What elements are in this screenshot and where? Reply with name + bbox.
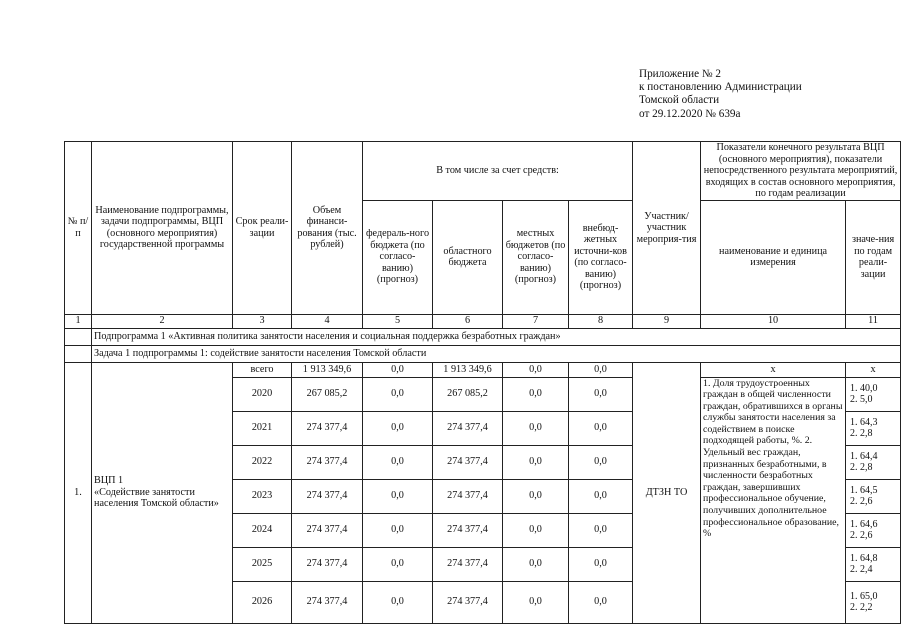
value-2: 2. 2,2 bbox=[850, 602, 873, 613]
col-number: 6 bbox=[433, 314, 503, 328]
value-2: 2. 2,4 bbox=[850, 564, 873, 575]
row-loc: 0,0 bbox=[503, 411, 569, 445]
value-x: х bbox=[846, 362, 901, 377]
row-reg: 267 085,2 bbox=[433, 377, 503, 411]
row-extra: 0,0 bbox=[569, 513, 633, 547]
col-number: 9 bbox=[633, 314, 701, 328]
row-reg: 274 377,4 bbox=[433, 547, 503, 581]
row-volume: 274 377,4 bbox=[292, 411, 363, 445]
row-year: 2021 bbox=[233, 411, 292, 445]
row-loc: 0,0 bbox=[503, 547, 569, 581]
value-1: 1. 40,0 bbox=[850, 382, 878, 394]
col-number: 1 bbox=[65, 314, 92, 328]
row-year: 2026 bbox=[233, 581, 292, 623]
row-extra: 0,0 bbox=[569, 411, 633, 445]
header-incl: В том числе за счет средств: bbox=[363, 142, 633, 201]
row-year: 2022 bbox=[233, 445, 292, 479]
item-number: 1. bbox=[65, 362, 92, 623]
row-fed: 0,0 bbox=[363, 362, 433, 377]
row-fed: 0,0 bbox=[363, 445, 433, 479]
item-name-line1: ВЦП 1 bbox=[94, 475, 124, 487]
col-number: 4 bbox=[292, 314, 363, 328]
value-1: 1. 64,8 bbox=[850, 552, 878, 564]
header-fed: федераль-ного бюджета (по согласо-ванию) (прогноз) bbox=[363, 200, 433, 314]
row-year: 2020 bbox=[233, 377, 292, 411]
indicator-values bbox=[846, 377, 901, 411]
appendix-line-3: Томской области bbox=[639, 94, 720, 107]
row-fed: 0,0 bbox=[363, 411, 433, 445]
value-1: 1. 64,3 bbox=[850, 416, 878, 428]
row-extra: 0,0 bbox=[569, 377, 633, 411]
item-name-line2: «Содействие занятости населения Томской области» bbox=[94, 486, 219, 510]
header-ind-name: наименование и единица измерения bbox=[701, 200, 846, 314]
row-year: 2025 bbox=[233, 547, 292, 581]
indicator-values bbox=[846, 547, 901, 581]
col-number: 5 bbox=[363, 314, 433, 328]
row-loc: 0,0 bbox=[503, 581, 569, 623]
subprogram-title: Подпрограмма 1 «Активная политика занятости населения и социальная поддержка безработных граждан» bbox=[92, 328, 901, 345]
row-volume: 274 377,4 bbox=[292, 445, 363, 479]
value-1: 1. 64,4 bbox=[850, 450, 878, 462]
row-loc: 0,0 bbox=[503, 513, 569, 547]
value-2: 2. 2,8 bbox=[850, 428, 873, 439]
indicator-values bbox=[846, 479, 901, 513]
column-numbers-row bbox=[65, 314, 901, 328]
row-loc: 0,0 bbox=[503, 479, 569, 513]
value-1: 1. 64,5 bbox=[850, 484, 878, 496]
header-num: № п/п bbox=[65, 142, 92, 315]
header-reg: областного бюджета bbox=[433, 200, 503, 314]
indicator-values bbox=[846, 445, 901, 479]
indicator-values bbox=[846, 513, 901, 547]
row-loc: 0,0 bbox=[503, 377, 569, 411]
header-ind-value: значе-ния по годам реали-зации bbox=[846, 200, 901, 314]
col-number: 7 bbox=[503, 314, 569, 328]
indicator-values bbox=[846, 581, 901, 623]
indicator-x: х bbox=[701, 362, 846, 377]
col-number: 11 bbox=[846, 314, 901, 328]
row-volume: 274 377,4 bbox=[292, 581, 363, 623]
row-extra: 0,0 bbox=[569, 547, 633, 581]
row-extra: 0,0 bbox=[569, 581, 633, 623]
row-extra: 0,0 bbox=[569, 479, 633, 513]
value-2: 2. 5,0 bbox=[850, 394, 873, 405]
row-volume: 267 085,2 bbox=[292, 377, 363, 411]
row-loc: 0,0 bbox=[503, 445, 569, 479]
row-reg: 1 913 349,6 bbox=[433, 362, 503, 377]
header-indicators: Показатели конечного результата ВЦП (основного мероприятия), показатели непосредственного результата мероприятий, входящих в состав основного мероприятия, по годам реализации bbox=[701, 142, 901, 201]
row-reg: 274 377,4 bbox=[433, 581, 503, 623]
row-extra: 0,0 bbox=[569, 362, 633, 377]
row-year: всего bbox=[233, 362, 292, 377]
header-name: Наименование подпрограммы, задачи подпрограммы, ВЦП (основного мероприятия) государственной программы bbox=[92, 142, 233, 315]
value-1: 1. 65,0 bbox=[850, 590, 878, 602]
col-number: 2 bbox=[92, 314, 233, 328]
item-name bbox=[92, 362, 233, 623]
empty-cell bbox=[65, 345, 92, 362]
col-number: 10 bbox=[701, 314, 846, 328]
value-2: 2. 2,8 bbox=[850, 462, 873, 473]
empty-cell bbox=[65, 328, 92, 345]
row-volume: 274 377,4 bbox=[292, 513, 363, 547]
col-number: 8 bbox=[569, 314, 633, 328]
row-reg: 274 377,4 bbox=[433, 479, 503, 513]
row-reg: 274 377,4 bbox=[433, 445, 503, 479]
appendix-block bbox=[639, 68, 879, 121]
header-volume: Объем финанси-рования (тыс. рублей) bbox=[292, 142, 363, 315]
row-volume: 1 913 349,6 bbox=[292, 362, 363, 377]
row-fed: 0,0 bbox=[363, 547, 433, 581]
row-volume: 274 377,4 bbox=[292, 547, 363, 581]
header-extra: внебюд-жетных источни-ков (по согласо-ванию) (прогноз) bbox=[569, 200, 633, 314]
appendix-title: Приложение № 2 bbox=[639, 68, 721, 80]
row-year: 2024 bbox=[233, 513, 292, 547]
row-extra: 0,0 bbox=[569, 445, 633, 479]
row-reg: 274 377,4 bbox=[433, 513, 503, 547]
value-2: 2. 2,6 bbox=[850, 496, 873, 507]
row-volume: 274 377,4 bbox=[292, 479, 363, 513]
appendix-date: от 29.12.2020 № 639а bbox=[639, 107, 741, 120]
table-row bbox=[65, 362, 901, 377]
header-loc: местных бюджетов (по согласо-ванию) (прогноз) bbox=[503, 200, 569, 314]
value-1: 1. 64,6 bbox=[850, 518, 878, 530]
task-title: Задача 1 подпрограммы 1: содействие занятости населения Томской области bbox=[92, 345, 901, 362]
row-fed: 0,0 bbox=[363, 377, 433, 411]
header-participant: Участник/ участник мероприя-тия bbox=[633, 142, 701, 315]
item-participant: ДТЗН ТО bbox=[633, 362, 701, 623]
row-fed: 0,0 bbox=[363, 513, 433, 547]
row-fed: 0,0 bbox=[363, 479, 433, 513]
col-number: 3 bbox=[233, 314, 292, 328]
program-table bbox=[64, 141, 901, 624]
row-reg: 274 377,4 bbox=[433, 411, 503, 445]
row-year: 2023 bbox=[233, 479, 292, 513]
row-fed: 0,0 bbox=[363, 581, 433, 623]
indicator-values bbox=[846, 411, 901, 445]
row-loc: 0,0 bbox=[503, 362, 569, 377]
indicator-description: 1. Доля трудоустроенных граждан в общей численности граждан, обратившихся в органы службы занятости населения за содействием в поиске подходящей работы, %. 2. Удельный вес граждан, признанных безработными, в численности безработных граждан, завершивших профессиональное обучение, получивших дополнительное профессиональное образование, % bbox=[701, 377, 846, 623]
header-term: Срок реали-зации bbox=[233, 142, 292, 315]
value-2: 2. 2,6 bbox=[850, 530, 873, 541]
appendix-line-2: к постановлению Администрации bbox=[639, 81, 802, 94]
